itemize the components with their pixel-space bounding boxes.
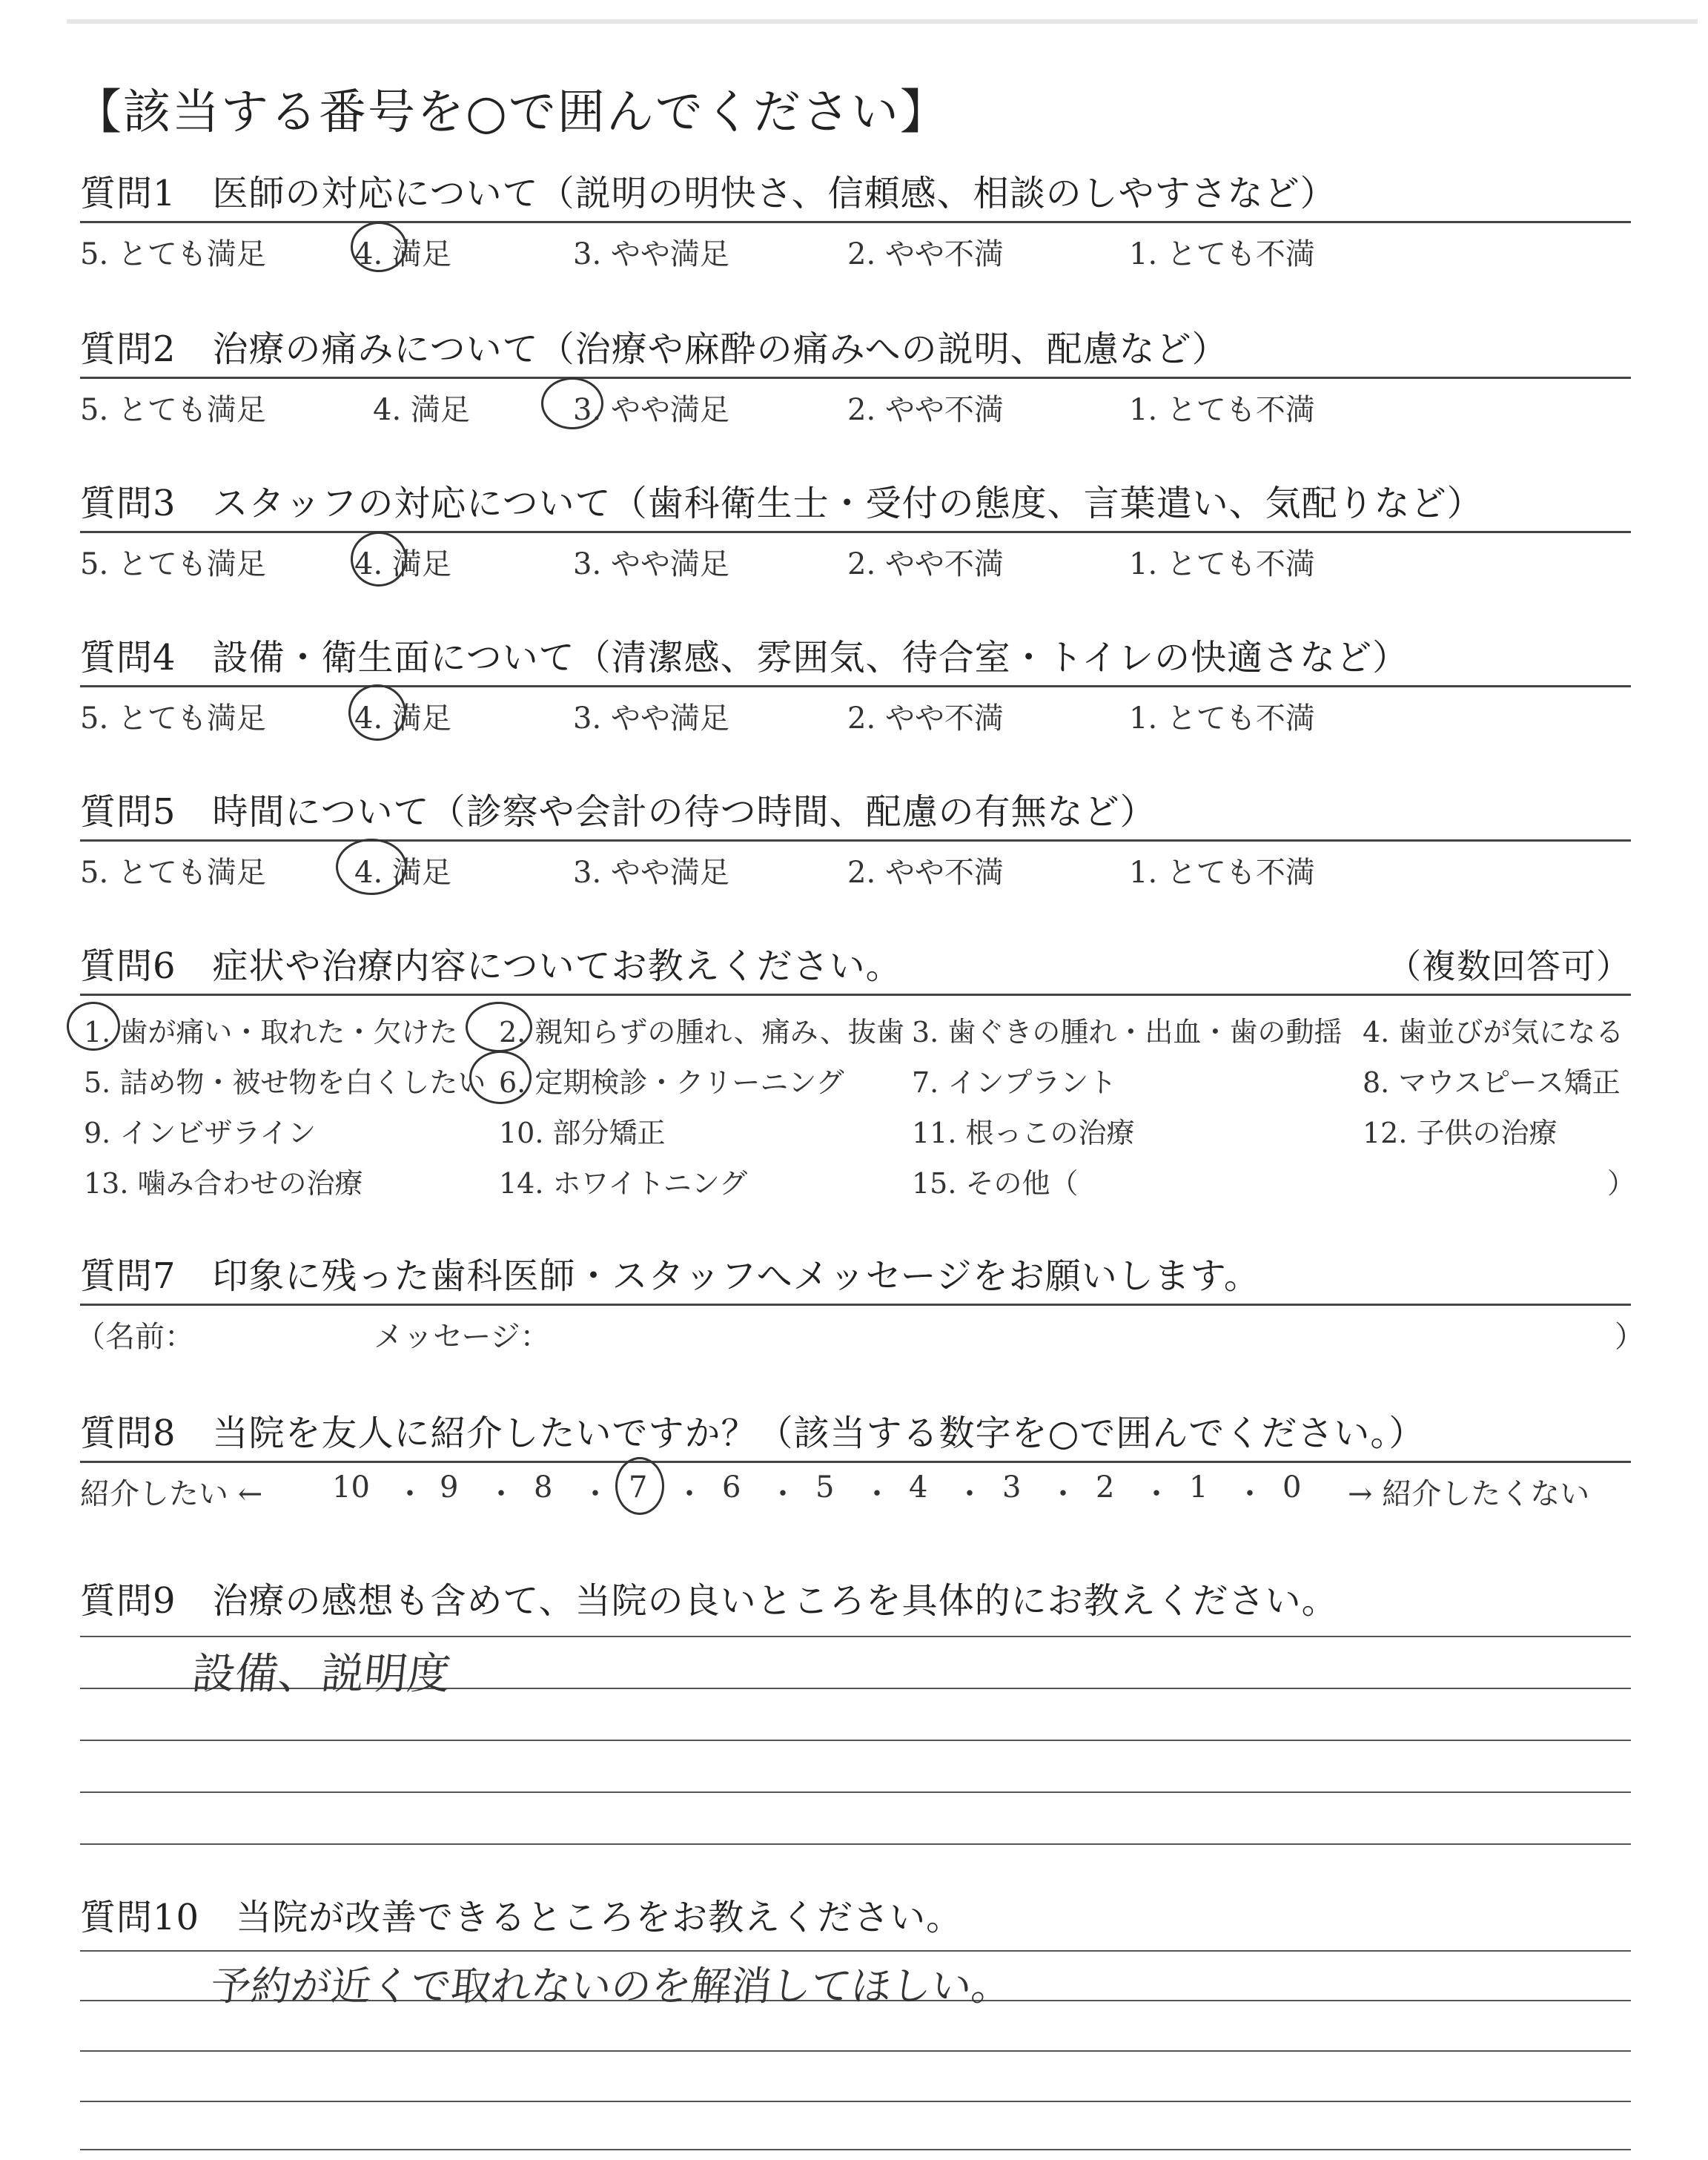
- option-4[interactable]: 4. 満足: [354, 701, 451, 736]
- question-1: [80, 171, 1631, 271]
- q6-option-2[interactable]: 2. 親知らずの腫れ、痛み、抜歯: [499, 1016, 904, 1048]
- q6-option-9[interactable]: 9. インビザライン: [84, 1117, 317, 1149]
- option-1[interactable]: 1. とても不満: [1129, 547, 1315, 581]
- question-6-title-row: [80, 943, 1631, 989]
- q6-option-8[interactable]: 8. マウスピース矯正: [1363, 1066, 1621, 1099]
- question-9: [80, 1578, 1631, 1624]
- q6-option-6[interactable]: 6. 定期検診・クリーニング: [499, 1066, 844, 1099]
- question-2: [80, 326, 1631, 427]
- scale-1[interactable]: 1: [1189, 1470, 1208, 1505]
- answer-line: [80, 1950, 1631, 1952]
- option-3[interactable]: 3. やや満足: [573, 856, 729, 890]
- scale-2[interactable]: 2: [1096, 1470, 1115, 1505]
- option-2[interactable]: 2. やや不満: [847, 856, 1004, 890]
- option-2[interactable]: 2. やや不満: [847, 393, 1004, 427]
- question-9-title: 質問9 治療の感想も含めて、当院の良いところを具体的にお教えください。: [80, 1580, 1338, 1622]
- option-4[interactable]: 4. 満足: [373, 393, 470, 427]
- scale-7[interactable]: 7: [629, 1470, 648, 1505]
- q6-option-14[interactable]: 14. ホワイトニング: [499, 1167, 748, 1200]
- option-4[interactable]: 4. 満足: [354, 856, 451, 890]
- scale-3[interactable]: 3: [1002, 1470, 1022, 1505]
- option-2[interactable]: 2. やや不満: [847, 547, 1004, 581]
- option-5[interactable]: 5. とても満足: [80, 701, 266, 736]
- q6-option-15[interactable]: 15. その他（: [912, 1167, 1079, 1200]
- multiple-answers-note: （複数回答可）: [1387, 946, 1631, 986]
- selection-circle: [469, 1051, 532, 1104]
- option-5[interactable]: 5. とても満足: [80, 547, 266, 581]
- question-5-options: [80, 842, 1631, 890]
- answer-line: [80, 1791, 1631, 1793]
- page-heading: 【該当する番号を○で囲んでください】: [74, 85, 949, 140]
- option-5[interactable]: 5. とても満足: [80, 237, 266, 271]
- question-6-title: 質問6 症状や治療内容についてお教えください。: [80, 945, 902, 987]
- question-8-title: 質問8 当院を友人に紹介したいですか？（該当する数字を○で囲んでください。）: [80, 1413, 1426, 1454]
- scale-dot: ・: [955, 1477, 984, 1511]
- selection-circle: [336, 839, 407, 895]
- scale-6[interactable]: 6: [722, 1470, 741, 1505]
- option-2[interactable]: 2. やや不満: [847, 237, 1004, 271]
- q10-handwritten-answer: 予約が近くで取れないのを解消してほしい。: [208, 1963, 1014, 2009]
- scale-dot: ・: [580, 1477, 610, 1511]
- answer-line: [80, 2050, 1631, 2052]
- scale-dot: ・: [486, 1477, 516, 1511]
- scale-dot: ・: [1235, 1477, 1265, 1511]
- answer-line: [80, 2101, 1631, 2102]
- option-3[interactable]: 3. やや満足: [573, 701, 729, 736]
- q6-option-12[interactable]: 12. 子供の治療: [1363, 1117, 1558, 1149]
- scale-dot: ・: [675, 1477, 704, 1511]
- question-8: [80, 1410, 1631, 1511]
- question-4-title: 質問4 設備・衛生面について（清潔感、雰囲気、待合室・トイレの快適さなど）: [80, 637, 1409, 678]
- scale-dot: ・: [395, 1477, 425, 1511]
- question-6-options: [80, 996, 1636, 1211]
- scale-4[interactable]: 4: [909, 1470, 928, 1505]
- q6-other-close: ）: [1607, 1167, 1636, 1200]
- option-5[interactable]: 5. とても満足: [80, 393, 266, 427]
- message-label: メッセージ：: [374, 1320, 550, 1354]
- scale-0[interactable]: 0: [1282, 1470, 1302, 1505]
- q6-option-5[interactable]: 5. 詰め物・被せ物を白くしたい: [84, 1066, 486, 1099]
- q9-handwritten-answer: 設備、説明度: [189, 1648, 454, 1699]
- question-1-title: 質問1 医師の対応について（説明の明快さ、信頼感、相談のしやすさなど）: [80, 173, 1337, 214]
- not-recommend-label: → 紹介したくない: [1348, 1477, 1590, 1511]
- answer-line: [80, 2149, 1631, 2150]
- selection-circle: [348, 684, 406, 741]
- question-7-fields: [76, 1306, 1644, 1354]
- selection-circle: [541, 377, 603, 429]
- question-5-title: 質問5 時間について（診察や会計の待つ時間、配慮の有無など）: [80, 791, 1156, 833]
- question-8-scale: [80, 1463, 1631, 1511]
- question-4: [80, 635, 1631, 736]
- recommend-label: 紹介したい ←: [80, 1477, 263, 1511]
- scale-dot: ・: [1142, 1477, 1171, 1511]
- scale-5[interactable]: 5: [815, 1470, 835, 1505]
- question-3-options: [80, 533, 1631, 581]
- option-2[interactable]: 2. やや不満: [847, 701, 1004, 736]
- q6-option-7[interactable]: 7. インプラント: [912, 1066, 1117, 1099]
- question-2-title: 質問2 治療の痛みについて（治療や麻酔の痛みへの説明、配慮など）: [80, 328, 1228, 370]
- question-10: [80, 1895, 1631, 1941]
- scale-9[interactable]: 9: [440, 1470, 459, 1505]
- question-7: [76, 1253, 1644, 1354]
- question-2-options: [80, 379, 1631, 427]
- scale-10[interactable]: 10: [332, 1470, 370, 1505]
- question-6: [80, 943, 1636, 1211]
- option-5[interactable]: 5. とても満足: [80, 856, 266, 890]
- option-1[interactable]: 1. とても不満: [1129, 701, 1315, 736]
- option-3[interactable]: 3. やや満足: [573, 393, 729, 427]
- answer-line: [80, 1740, 1631, 1741]
- q6-option-4[interactable]: 4. 歯並びが気になる: [1363, 1016, 1624, 1048]
- scale-dot: ・: [1048, 1477, 1078, 1511]
- scale-dot: ・: [862, 1477, 892, 1511]
- option-3[interactable]: 3. やや満足: [573, 547, 729, 581]
- question-7-title: 質問7 印象に残った歯科医師・スタッフへメッセージをお願いします。: [80, 1255, 1260, 1297]
- answer-line: [80, 1843, 1631, 1845]
- selection-circle: [615, 1457, 664, 1515]
- q6-option-3[interactable]: 3. 歯ぐきの腫れ・出血・歯の動揺: [912, 1016, 1343, 1048]
- q6-option-10[interactable]: 10. 部分矯正: [499, 1117, 666, 1149]
- q6-option-13[interactable]: 13. 噛み合わせの治療: [84, 1167, 363, 1200]
- selection-circle: [67, 1002, 120, 1051]
- question-10-title: 質問10 当院が改善できるところをお教えください。: [80, 1897, 963, 1938]
- question-3: [80, 480, 1631, 581]
- option-3[interactable]: 3. やや満足: [573, 237, 729, 271]
- question-4-options: [80, 687, 1631, 736]
- option-4[interactable]: 4. 満足: [354, 547, 451, 581]
- option-4[interactable]: 4. 満足: [354, 237, 451, 271]
- scan-top-edge: [67, 19, 1698, 24]
- option-1[interactable]: 1. とても不満: [1129, 393, 1315, 427]
- selection-circle: [351, 532, 407, 587]
- selection-circle: [466, 1002, 532, 1052]
- q6-option-11[interactable]: 11. 根っこの治療: [912, 1117, 1135, 1149]
- answer-line: [80, 1636, 1631, 1637]
- q6-option-1[interactable]: 1. 歯が痛い・取れた・欠けた: [84, 1016, 458, 1048]
- question-3-title: 質問3 スタッフの対応について（歯科衛生士・受付の態度、言葉遣い、気配りなど）: [80, 483, 1483, 524]
- selection-circle: [351, 222, 407, 272]
- scale-dot: ・: [768, 1477, 798, 1511]
- option-1[interactable]: 1. とても不満: [1129, 856, 1315, 890]
- option-1[interactable]: 1. とても不満: [1129, 237, 1315, 271]
- question-5: [80, 789, 1631, 890]
- question-1-options: [80, 223, 1631, 271]
- name-label: （名前：: [76, 1320, 194, 1354]
- message-close: ）: [1615, 1320, 1644, 1354]
- scale-8[interactable]: 8: [534, 1470, 553, 1505]
